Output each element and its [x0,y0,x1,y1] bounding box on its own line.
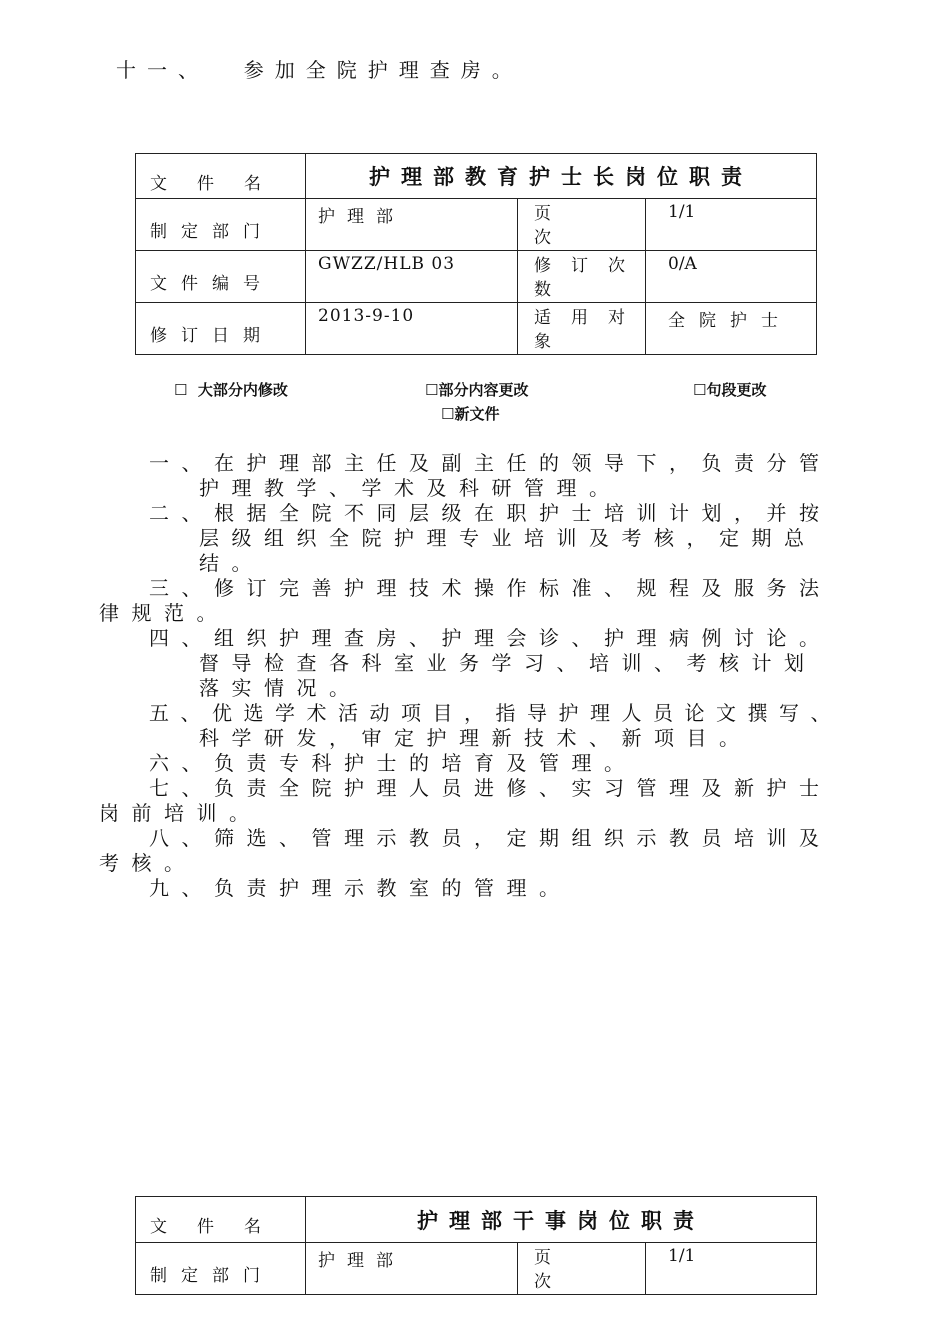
option-major-revision: ☐ 大部分内修改 [174,381,288,399]
file-name-label: 文件名 [136,1197,306,1243]
file-code-value: GWZZ/HLB 03 [306,251,518,303]
dept-label: 制定部门 [136,1243,306,1295]
duty-line: 护理教学、学术及科研管理。 [199,476,622,500]
duty-line: 督导检查各科室业务学习、培训、考核计划 [199,651,817,675]
duty-line: 三、修订完善护理技术操作标准、规程及服务法 [149,576,832,600]
revision-date-value: 2013-9-10 [306,303,518,355]
target-label: 适用对 象 [518,303,646,355]
page-label: 页 次 [518,1243,646,1295]
document-info-table [135,153,817,355]
duty-line: 四、组织护理查房、护理会诊、护理病例讨论。 [149,626,832,650]
document-title: 护理部教育护士长岗位职责 [306,154,817,199]
revision-count-label: 修订次 数 [518,251,646,303]
file-code-label: 文件编号 [136,251,306,303]
dept-value: 护理部 [306,1243,518,1295]
dept-label: 制定部门 [136,199,306,251]
revision-count-value: 0/A [646,251,817,303]
dept-value: 护理部 [306,199,518,251]
duty-line: 结。 [199,551,264,575]
document-title: 护理部干事岗位职责 [306,1197,817,1243]
duty-line: 岗前培训。 [99,801,262,825]
duty-line: 层级组织全院护理专业培训及考核，定期总 [199,526,817,550]
duty-line: 二、根据全院不同层级在职护士培训计划，并按 [149,501,832,525]
duty-line: 九、负责护理示教室的管理。 [149,876,572,900]
document-info-table-2 [135,1196,817,1295]
option-partial-revision: ☐部分内容更改 [425,381,529,399]
duty-line: 考核。 [99,851,197,875]
duty-line: 八、筛选、管理示教员，定期组织示教员培训及 [149,826,832,850]
page-value: 1/1 [646,199,817,251]
duty-line: 七、负责全院护理人员进修、实习管理及新护士 [149,776,832,800]
target-value: 全院护士 [646,303,817,355]
duty-line: 五、优选学术活动项目，指导护理人员论文撰写、 [149,701,842,725]
option-sentence-revision: ☐句段更改 [693,381,767,399]
page-label: 页 次 [518,199,646,251]
file-name-label: 文件名 [136,154,306,199]
duty-line: 六、负责专科护士的培育及管理。 [149,751,637,775]
option-new-file: ☐新文件 [441,405,500,423]
revision-date-label: 修订日期 [136,303,306,355]
duty-line: 一、在护理部主任及副主任的领导下，负责分管 [149,451,832,475]
duty-line: 律规范。 [99,601,229,625]
section-heading-eleven: 十一、 参加全院护理查房。 [116,58,523,82]
page-value: 1/1 [646,1243,817,1295]
duty-line: 落实情况。 [199,676,362,700]
duty-line: 科学研发，审定护理新技术、新项目。 [199,726,752,750]
